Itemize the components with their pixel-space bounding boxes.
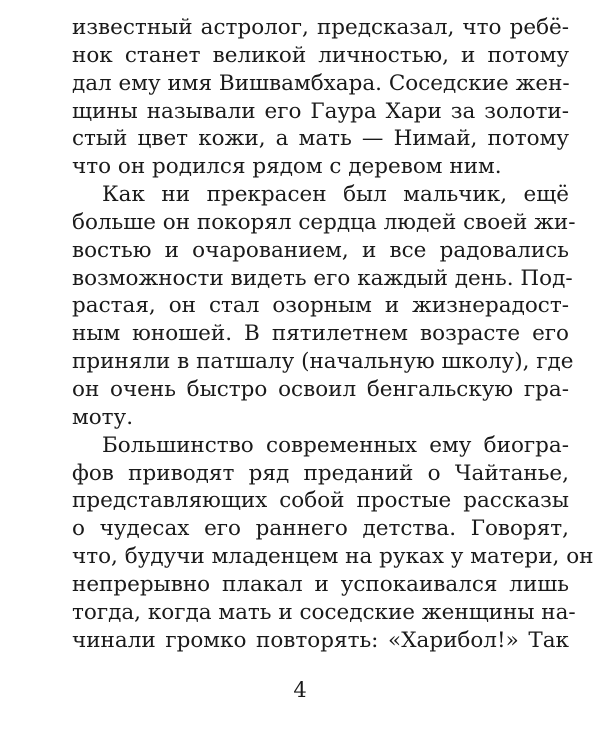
text-line: Большинство современных ему биогра- [102, 432, 569, 458]
text-line: ным юношей. В пятилетнем возрасте его [72, 321, 569, 347]
text-line: щины называли его Гаура Хари за золоти- [72, 98, 569, 124]
text-line: чинали громко повторять: «Харибол!» Так [72, 627, 569, 653]
text-line: востью и очарованием, и все радовались [72, 237, 569, 263]
text-line: моту. [72, 404, 134, 430]
text-line: он очень быстро освоил бенгальскую гра- [72, 376, 569, 402]
text-line: о чудесах его раннего детства. Говорят, [72, 516, 569, 542]
text-line: что, будучи младенцем на руках у матери, он [72, 544, 594, 570]
text-line: нок станет великой личностью, и потому [72, 42, 569, 68]
text-line: тогда, когда мать и соседские женщины на- [72, 599, 576, 625]
text-line: представляющих собой простые рассказы [72, 488, 569, 514]
text-line: растая, он стал озорным и жизнерадост- [72, 293, 569, 319]
text-line: фов приводят ряд преданий о Чайтанье, [72, 460, 569, 486]
text-line: больше он покорял сердца людей своей жи- [72, 209, 576, 235]
text-line: что он родился рядом с деревом ним. [72, 154, 502, 180]
text-line: непрерывно плакал и успокаивался лишь [72, 571, 569, 597]
text-line: дал ему имя Вишвамбхара. Соседские жен- [72, 70, 570, 96]
text-line: известный астролог, предсказал, что ребё- [72, 15, 569, 40]
text-line: стый цвет кожи, а мать — Нимай, потому [72, 126, 569, 152]
page-number: 4 [293, 678, 307, 702]
text-line: возможности видеть его каждый день. Под- [72, 265, 573, 291]
body-text [72, 14, 594, 654]
text-line: приняли в патшалу (начальную школу), где [72, 349, 574, 375]
text-line: Как ни прекрасен был мальчик, ещё [102, 182, 569, 208]
